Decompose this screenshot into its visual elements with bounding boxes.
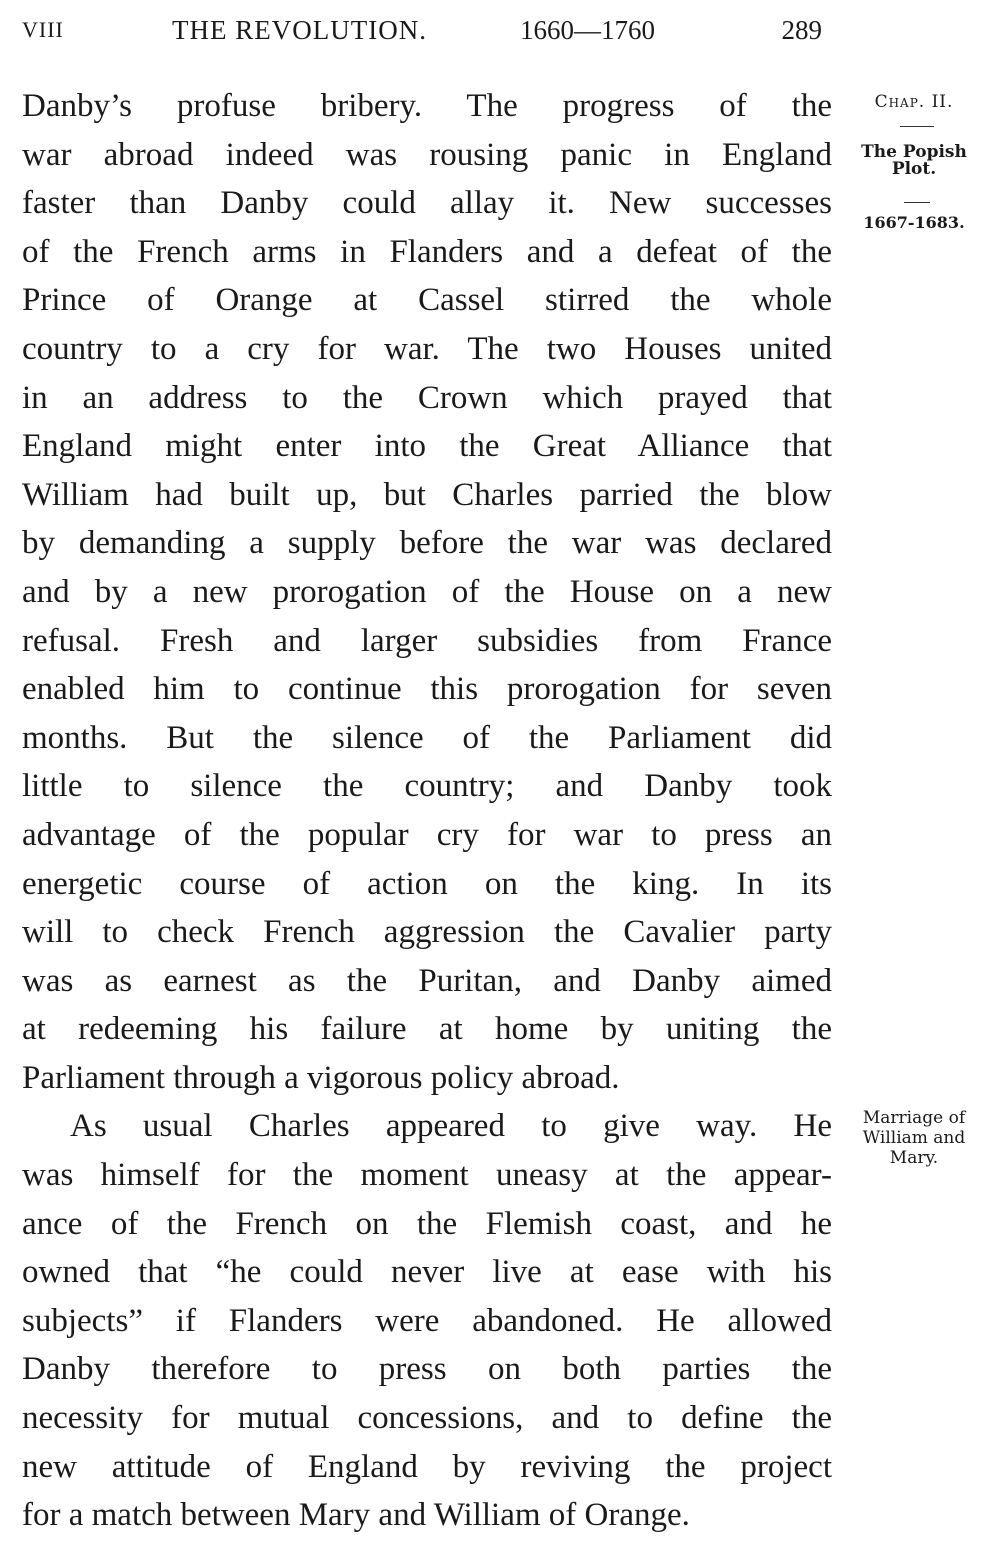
running-years: 1660—1760 bbox=[520, 15, 655, 45]
text-line: enabled him to continue this prorogation for seven bbox=[22, 671, 832, 708]
text-line: advantage of the popular cry for war to press an bbox=[22, 816, 832, 853]
page-number: 289 bbox=[781, 15, 822, 45]
text-line: little to silence the country; and Danby took bbox=[22, 768, 832, 805]
text-line: William had built up, but Charles parried the blow bbox=[22, 476, 832, 513]
volume-number: VIII bbox=[22, 17, 64, 42]
text-line: for a match between Mary and William of Orange. bbox=[22, 1497, 690, 1534]
margin-rule bbox=[900, 126, 934, 127]
margin-section bbox=[838, 144, 990, 178]
text-line: Parliament through a vigorous policy abroad. bbox=[22, 1059, 620, 1096]
text-line: ance of the French on the Flemish coast, and he bbox=[22, 1205, 832, 1242]
text-line: was himself for the moment uneasy at the appear- bbox=[22, 1157, 832, 1194]
text-line: subjects” if Flanders were abandoned. He allowed bbox=[22, 1302, 832, 1339]
margin-marriage-line: William and bbox=[862, 1128, 966, 1148]
running-title: THE REVOLUTION. bbox=[172, 15, 427, 45]
text-line: Danby’s profuse bribery. The progress of the bbox=[22, 88, 832, 124]
margin-marriage bbox=[838, 1108, 990, 1168]
text-line: war abroad indeed was rousing panic in England bbox=[22, 136, 832, 173]
text-line: As usual Charles appeared to give way. He bbox=[70, 1108, 832, 1145]
margin-section-line: The Popish bbox=[861, 142, 967, 162]
text-line: Danby therefore to press on both parties the bbox=[22, 1351, 832, 1388]
text-line: necessity for mutual concessions, and to define the bbox=[22, 1400, 832, 1437]
text-line: new attitude of England by reviving the project bbox=[22, 1448, 832, 1485]
margin-chapter: Chap. II. bbox=[874, 92, 954, 112]
body-text bbox=[22, 82, 832, 1540]
text-line: and by a new prorogation of the House on a new bbox=[22, 573, 832, 610]
text-line: country to a cry for war. The two Houses united bbox=[22, 330, 832, 367]
text-line: was as earnest as the Puritan, and Danby aimed bbox=[22, 962, 832, 999]
text-line: by demanding a supply before the war was declared bbox=[22, 525, 832, 562]
margin-section-line: Plot. bbox=[891, 159, 937, 179]
margin-marriage-line: Marriage of bbox=[862, 1108, 966, 1128]
text-line: Prince of Orange at Cassel stirred the whole bbox=[22, 282, 832, 319]
text-line: will to check French aggression the Cavalier party bbox=[22, 914, 832, 951]
text-line: England might enter into the Great Alliance that bbox=[22, 428, 832, 465]
margin-date-range: 1667-1683. bbox=[863, 213, 965, 232]
text-line: at redeeming his failure at home by uniting the bbox=[22, 1011, 832, 1048]
text-line: refusal. Fresh and larger subsidies from France bbox=[22, 622, 832, 659]
margin-rule bbox=[904, 202, 930, 203]
text-line: in an address to the Crown which prayed that bbox=[22, 379, 832, 416]
running-header bbox=[22, 10, 830, 50]
margin-marriage-line: Mary. bbox=[889, 1148, 939, 1168]
text-line: months. But the silence of the Parliament did bbox=[22, 719, 832, 756]
text-line: owned that “he could never live at ease with his bbox=[22, 1254, 832, 1291]
text-line: of the French arms in Flanders and a defeat of the bbox=[22, 233, 832, 270]
text-line: energetic course of action on the king. In its bbox=[22, 865, 832, 902]
text-line: faster than Danby could allay it. New successes bbox=[22, 185, 832, 222]
